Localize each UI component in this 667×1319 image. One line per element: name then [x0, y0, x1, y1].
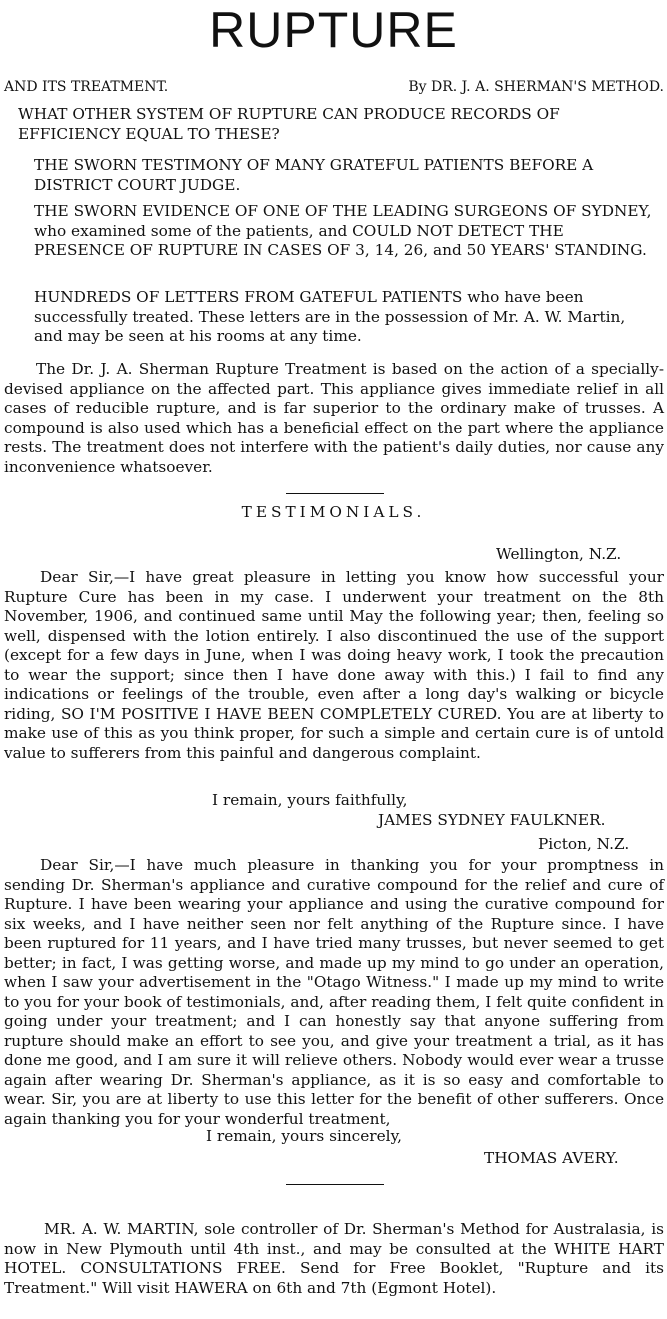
claim-surgeon-evidence: THE SWORN EVIDENCE OF ONE OF THE LEADING SURGEONS OF SYDNEY, who examined some of the patients, and COULD NOT DETECT THE PRESENCE OF RUPTURE IN CASES OF 3, 14, 26, and 50 YEARS' STANDING.: [34, 202, 652, 259]
lead-question: WHAT OTHER SYSTEM OF RUPTURE CAN PRODUCE RECORDS OF EFFICIENCY EQUAL TO THESE?: [18, 105, 560, 143]
subheading-right: By DR. J. A. SHERMAN'S METHOD.: [408, 79, 664, 95]
letter-body: Dear Sir,—I have great pleasure in letting you know how successful your Rupture Cure has been in my case. I underwent your treatment on the 8th November, 1906, and continued same until May the following year; then, feeling so well, dispensed with the lotion entirely. I also discontinued the use of the support (except for a few days in June, when I was doing heavy work, I took the precaution to wear the support; since then I have done away with this.) I fail to find any indications or feelings of the trouble, even after a long day's walking or bicycle riding, SO I'M POSITIVE I HAVE BEEN COMPLETELY CURED. You are at liberty to make use of this as you think proper, for such a simple and certain cure is of untold value to sufferers from this painful and dangerous complaint.: [4, 568, 664, 762]
letter-closing: I remain, yours faithfully,: [212, 791, 408, 809]
divider-rule: [286, 493, 384, 494]
letter-place: Picton, N.Z.: [538, 835, 630, 853]
subheading: [4, 78, 664, 96]
letter-signature: JAMES SYDNEY FAULKNER.: [378, 811, 606, 829]
letter-body: Dear Sir,—I have much pleasure in thanking you for your promptness in sending Dr. Sherman's appliance and curative compound for the relief and cure of Rupture. I have been wearing your appliance and using the curative compound for six weeks, and I have neither seen nor felt anything of the Rupture since. I have been ruptured for 11 years, and I have tried many trusses, but never seemed to get better; in fact, I was getting worse, and made up my mind to go under an operation, when I saw your advertisement in the "Otago Witness." I made up my mind to write to you for your book of testimonials, and, after reading them, I felt quite confident in going under your treatment; and I can honestly say that anyone suffering from rupture should make an effort to see you, and give your treatment a trial, as it has done me good, and I am sure it will relieve others. Nobody would ever wear a trusse again after wearing Dr. Sherman's appliance, as it is so easy and comfortable to wear. Sir, you are at liberty to use this letter for the benefit of other sufferers. Once again thanking you for your wonderful treatment,: [4, 856, 664, 1128]
letter-closing: I remain, yours sincerely,: [206, 1127, 403, 1145]
testimonials-heading: TESTIMONIALS.: [241, 503, 426, 521]
treatment-description: The Dr. J. A. Sherman Rupture Treatment is based on the action of a specially-devised appliance on the affected part. This appliance gives immediate relief in all cases of reducible rupture, and is far superior to the ordinary make of trusses. A compound is also used which has a beneficial effect on the part where the appliance rests. The treatment does not interfere with the patient's daily duties, nor cause any inconvenience whatsoever.: [4, 360, 664, 476]
subheading-left: AND ITS TREATMENT.: [4, 79, 169, 95]
letter-signature: THOMAS AVERY.: [484, 1149, 619, 1167]
letter-place: Wellington, N.Z.: [496, 545, 622, 563]
ad-title: RUPTURE: [209, 2, 458, 58]
divider-rule: [286, 1184, 384, 1185]
footer-notice: MR. A. W. MARTIN, sole controller of Dr. Sherman's Method for Australasia, is now in New Plymouth until 4th inst., and may be consulted at the WHITE HART HOTEL. CONSULTATIONS FREE. Send for Free Booklet, "Rupture and its Treatment." Will visit HAWERA on 6th and 7th (Egmont Hotel).: [4, 1220, 664, 1297]
claim-patient-letters: HUNDREDS OF LETTERS FROM GATEFUL PATIENTS who have been successfully treated. These letters are in the possession of Mr. A. W. Martin, and may be seen at his rooms at any time.: [34, 288, 626, 345]
claim-court-testimony: THE SWORN TESTIMONY OF MANY GRATEFUL PATIENTS BEFORE A DISTRICT COURT JUDGE.: [34, 156, 594, 194]
